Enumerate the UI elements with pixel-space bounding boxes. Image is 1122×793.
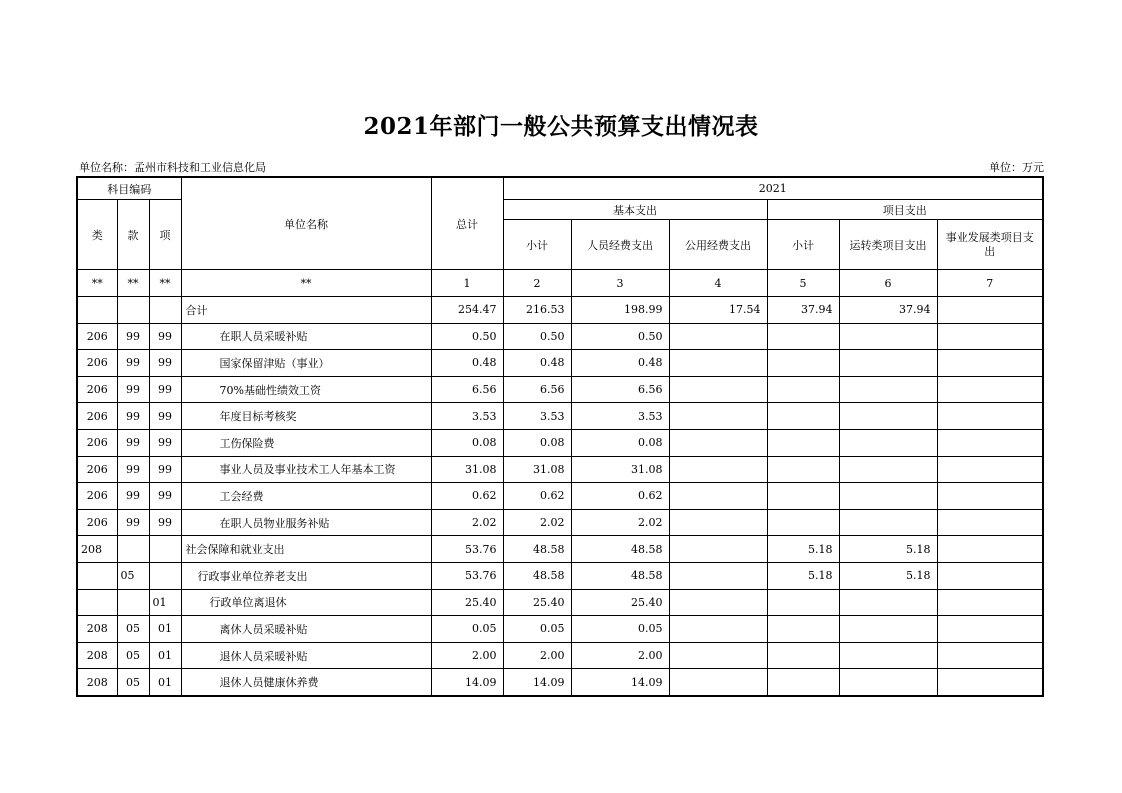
subject-lei-cell: 206 bbox=[77, 403, 117, 430]
personnel-cell: 0.48 bbox=[571, 350, 669, 377]
project-subtotal-cell: 5.18 bbox=[767, 562, 839, 589]
subject-xiang-cell: 01 bbox=[149, 669, 181, 696]
project-subtotal-cell: 37.94 bbox=[767, 297, 839, 324]
page-title: 2021年部门一般公共预算支出情况表 bbox=[363, 113, 759, 140]
total-cell: 31.08 bbox=[431, 456, 503, 483]
public-cell bbox=[669, 483, 767, 510]
subject-xiang-cell: 01 bbox=[149, 642, 181, 669]
transfer-project-cell bbox=[839, 483, 937, 510]
subject-lei-cell: 208 bbox=[77, 642, 117, 669]
table-row bbox=[77, 589, 1043, 616]
subject-kuan-cell: 99 bbox=[117, 483, 149, 510]
basic-subtotal-cell: 0.50 bbox=[503, 323, 571, 350]
project-subtotal-cell bbox=[767, 589, 839, 616]
project-subtotal-cell bbox=[767, 376, 839, 403]
total-cell: 53.76 bbox=[431, 536, 503, 563]
development-project-cell bbox=[937, 456, 1043, 483]
project-subtotal-cell bbox=[767, 616, 839, 643]
public-cell bbox=[669, 376, 767, 403]
unit-name-cell: 国家保留津贴（事业） bbox=[181, 350, 431, 377]
public-cell: 17.54 bbox=[669, 297, 767, 324]
subject-kuan-cell: 99 bbox=[117, 429, 149, 456]
total-cell: 6.56 bbox=[431, 376, 503, 403]
development-project-cell bbox=[937, 642, 1043, 669]
total-cell: 3.53 bbox=[431, 403, 503, 430]
subject-xiang-cell bbox=[149, 297, 181, 324]
subject-kuan-cell: 99 bbox=[117, 456, 149, 483]
table-row bbox=[77, 403, 1043, 430]
header-public-expenditure: 公用经费支出 bbox=[669, 220, 767, 270]
transfer-project-cell bbox=[839, 509, 937, 536]
basic-subtotal-cell: 6.56 bbox=[503, 376, 571, 403]
subject-lei-cell: 208 bbox=[77, 616, 117, 643]
header-subject-code: 科目编码 bbox=[77, 177, 181, 200]
public-cell bbox=[669, 536, 767, 563]
basic-subtotal-cell: 14.09 bbox=[503, 669, 571, 696]
total-cell: 0.62 bbox=[431, 483, 503, 510]
public-cell bbox=[669, 509, 767, 536]
project-subtotal-cell bbox=[767, 509, 839, 536]
subject-lei-cell: 208 bbox=[77, 536, 117, 563]
transfer-project-cell: 5.18 bbox=[839, 536, 937, 563]
transfer-project-cell bbox=[839, 669, 937, 696]
column-number: 2 bbox=[503, 270, 571, 297]
currency-unit-label: 单位：万元 bbox=[989, 161, 1044, 174]
subject-xiang-cell: 99 bbox=[149, 323, 181, 350]
column-number: ** bbox=[77, 270, 117, 297]
subject-lei-cell: 206 bbox=[77, 456, 117, 483]
basic-subtotal-cell: 31.08 bbox=[503, 456, 571, 483]
development-project-cell bbox=[937, 616, 1043, 643]
basic-subtotal-cell: 0.48 bbox=[503, 350, 571, 377]
table-row bbox=[77, 323, 1043, 350]
personnel-cell: 0.50 bbox=[571, 323, 669, 350]
subject-kuan-cell bbox=[117, 589, 149, 616]
column-number: ** bbox=[117, 270, 149, 297]
public-cell bbox=[669, 323, 767, 350]
unit-name-cell: 离休人员采暖补贴 bbox=[181, 616, 431, 643]
table-row bbox=[77, 536, 1043, 563]
development-project-cell bbox=[937, 509, 1043, 536]
transfer-project-cell bbox=[839, 616, 937, 643]
table-row bbox=[77, 483, 1043, 510]
subject-xiang-cell: 99 bbox=[149, 509, 181, 536]
subject-lei-cell: 206 bbox=[77, 323, 117, 350]
basic-subtotal-cell: 3.53 bbox=[503, 403, 571, 430]
unit-name-cell: 行政单位离退休 bbox=[181, 589, 431, 616]
table-row bbox=[77, 350, 1043, 377]
column-number: 5 bbox=[767, 270, 839, 297]
personnel-cell: 0.08 bbox=[571, 429, 669, 456]
personnel-cell: 31.08 bbox=[571, 456, 669, 483]
personnel-cell: 0.05 bbox=[571, 616, 669, 643]
basic-subtotal-cell: 2.00 bbox=[503, 642, 571, 669]
transfer-project-cell: 5.18 bbox=[839, 562, 937, 589]
development-project-cell bbox=[937, 536, 1043, 563]
public-cell bbox=[669, 429, 767, 456]
unit-name-cell: 退休人员采暖补贴 bbox=[181, 642, 431, 669]
table-row bbox=[77, 562, 1043, 589]
unit-name-cell: 行政事业单位养老支出 bbox=[181, 562, 431, 589]
transfer-project-cell bbox=[839, 323, 937, 350]
development-project-cell bbox=[937, 589, 1043, 616]
unit-name-cell: 年度目标考核奖 bbox=[181, 403, 431, 430]
subject-kuan-cell: 99 bbox=[117, 350, 149, 377]
table-row bbox=[77, 642, 1043, 669]
subject-lei-cell: 206 bbox=[77, 350, 117, 377]
development-project-cell bbox=[937, 323, 1043, 350]
table-row bbox=[77, 429, 1043, 456]
column-number: 1 bbox=[431, 270, 503, 297]
column-number: 3 bbox=[571, 270, 669, 297]
subject-lei-cell: 208 bbox=[77, 669, 117, 696]
public-cell bbox=[669, 350, 767, 377]
project-subtotal-cell bbox=[767, 483, 839, 510]
table-row bbox=[77, 297, 1043, 324]
subject-lei-cell bbox=[77, 589, 117, 616]
column-number: ** bbox=[149, 270, 181, 297]
personnel-cell: 6.56 bbox=[571, 376, 669, 403]
unit-name-cell: 合计 bbox=[181, 297, 431, 324]
subject-lei-cell: 206 bbox=[77, 429, 117, 456]
subject-kuan-cell: 05 bbox=[117, 642, 149, 669]
header-basic-subtotal: 小计 bbox=[503, 220, 571, 270]
personnel-cell: 0.62 bbox=[571, 483, 669, 510]
header-lei: 类 bbox=[77, 200, 117, 270]
personnel-cell: 48.58 bbox=[571, 562, 669, 589]
development-project-cell bbox=[937, 483, 1043, 510]
public-cell bbox=[669, 403, 767, 430]
project-subtotal-cell bbox=[767, 323, 839, 350]
unit-name-cell: 工伤保险费 bbox=[181, 429, 431, 456]
subject-kuan-cell: 99 bbox=[117, 376, 149, 403]
header-project-subtotal: 小计 bbox=[767, 220, 839, 270]
basic-subtotal-cell: 25.40 bbox=[503, 589, 571, 616]
transfer-project-cell bbox=[839, 589, 937, 616]
column-number: 6 bbox=[839, 270, 937, 297]
public-cell bbox=[669, 642, 767, 669]
subject-lei-cell bbox=[77, 562, 117, 589]
subject-kuan-cell: 05 bbox=[117, 562, 149, 589]
project-subtotal-cell bbox=[767, 669, 839, 696]
unit-name-cell: 工会经费 bbox=[181, 483, 431, 510]
unit-name-cell: 70%基础性绩效工资 bbox=[181, 376, 431, 403]
personnel-cell: 14.09 bbox=[571, 669, 669, 696]
personnel-cell: 198.99 bbox=[571, 297, 669, 324]
basic-subtotal-cell: 0.08 bbox=[503, 429, 571, 456]
basic-subtotal-cell: 0.05 bbox=[503, 616, 571, 643]
transfer-project-cell: 37.94 bbox=[839, 297, 937, 324]
public-cell bbox=[669, 456, 767, 483]
unit-name-label: 单位名称：孟州市科技和工业信息化局 bbox=[79, 161, 266, 174]
public-cell bbox=[669, 589, 767, 616]
total-cell: 0.08 bbox=[431, 429, 503, 456]
project-subtotal-cell bbox=[767, 456, 839, 483]
unit-name-cell: 在职人员物业服务补贴 bbox=[181, 509, 431, 536]
unit-name-cell: 在职人员采暖补贴 bbox=[181, 323, 431, 350]
total-cell: 53.76 bbox=[431, 562, 503, 589]
subject-xiang-cell: 99 bbox=[149, 403, 181, 430]
subject-kuan-cell bbox=[117, 297, 149, 324]
personnel-cell: 25.40 bbox=[571, 589, 669, 616]
column-number: ** bbox=[181, 270, 431, 297]
basic-subtotal-cell: 48.58 bbox=[503, 562, 571, 589]
subject-lei-cell bbox=[77, 297, 117, 324]
project-subtotal-cell bbox=[767, 350, 839, 377]
transfer-project-cell bbox=[839, 456, 937, 483]
development-project-cell bbox=[937, 350, 1043, 377]
subject-xiang-cell: 99 bbox=[149, 350, 181, 377]
total-cell: 0.48 bbox=[431, 350, 503, 377]
subject-xiang-cell: 99 bbox=[149, 376, 181, 403]
subject-kuan-cell: 99 bbox=[117, 509, 149, 536]
table-row bbox=[77, 509, 1043, 536]
header-kuan: 款 bbox=[117, 200, 149, 270]
project-subtotal-cell bbox=[767, 429, 839, 456]
subject-xiang-cell bbox=[149, 562, 181, 589]
subject-kuan-cell: 99 bbox=[117, 323, 149, 350]
transfer-project-cell bbox=[839, 376, 937, 403]
total-cell: 2.00 bbox=[431, 642, 503, 669]
development-project-cell bbox=[937, 376, 1043, 403]
subject-xiang-cell: 99 bbox=[149, 429, 181, 456]
header-transfer-project: 运转类项目支出 bbox=[839, 220, 937, 270]
unit-name-cell: 社会保障和就业支出 bbox=[181, 536, 431, 563]
project-subtotal-cell bbox=[767, 642, 839, 669]
subject-xiang-cell: 99 bbox=[149, 483, 181, 510]
development-project-cell bbox=[937, 297, 1043, 324]
subject-kuan-cell bbox=[117, 536, 149, 563]
header-xiang: 项 bbox=[149, 200, 181, 270]
transfer-project-cell bbox=[839, 403, 937, 430]
public-cell bbox=[669, 616, 767, 643]
total-cell: 14.09 bbox=[431, 669, 503, 696]
total-cell: 2.02 bbox=[431, 509, 503, 536]
header-year: 2021 bbox=[503, 177, 1043, 200]
transfer-project-cell bbox=[839, 642, 937, 669]
table-row bbox=[77, 456, 1043, 483]
column-number: 4 bbox=[669, 270, 767, 297]
personnel-cell: 3.53 bbox=[571, 403, 669, 430]
header-development-project: 事业发展类项目支出 bbox=[937, 220, 1043, 270]
basic-subtotal-cell: 48.58 bbox=[503, 536, 571, 563]
personnel-cell: 48.58 bbox=[571, 536, 669, 563]
subject-lei-cell: 206 bbox=[77, 376, 117, 403]
subject-xiang-cell: 01 bbox=[149, 589, 181, 616]
subject-kuan-cell: 99 bbox=[117, 403, 149, 430]
project-subtotal-cell: 5.18 bbox=[767, 536, 839, 563]
subject-kuan-cell: 05 bbox=[117, 616, 149, 643]
column-number-row bbox=[77, 270, 1043, 297]
subject-lei-cell: 206 bbox=[77, 483, 117, 510]
table-row bbox=[77, 616, 1043, 643]
header-personnel-expenditure: 人员经费支出 bbox=[571, 220, 669, 270]
basic-subtotal-cell: 2.02 bbox=[503, 509, 571, 536]
public-cell bbox=[669, 562, 767, 589]
table-row bbox=[77, 669, 1043, 696]
basic-subtotal-cell: 0.62 bbox=[503, 483, 571, 510]
header-unit-name: 单位名称 bbox=[181, 177, 431, 270]
subject-xiang-cell: 01 bbox=[149, 616, 181, 643]
transfer-project-cell bbox=[839, 350, 937, 377]
header-total: 总计 bbox=[431, 177, 503, 270]
total-cell: 0.05 bbox=[431, 616, 503, 643]
basic-subtotal-cell: 216.53 bbox=[503, 297, 571, 324]
subject-xiang-cell bbox=[149, 536, 181, 563]
unit-name-cell: 退休人员健康休养费 bbox=[181, 669, 431, 696]
public-cell bbox=[669, 669, 767, 696]
development-project-cell bbox=[937, 562, 1043, 589]
personnel-cell: 2.02 bbox=[571, 509, 669, 536]
header-basic-expenditure: 基本支出 bbox=[503, 200, 767, 220]
subject-lei-cell: 206 bbox=[77, 509, 117, 536]
personnel-cell: 2.00 bbox=[571, 642, 669, 669]
unit-name-cell: 事业人员及事业技术工人年基本工资 bbox=[181, 456, 431, 483]
column-number: 7 bbox=[937, 270, 1043, 297]
development-project-cell bbox=[937, 669, 1043, 696]
table-row bbox=[77, 376, 1043, 403]
budget-expenditure-table bbox=[76, 176, 1044, 697]
total-cell: 0.50 bbox=[431, 323, 503, 350]
transfer-project-cell bbox=[839, 429, 937, 456]
total-cell: 25.40 bbox=[431, 589, 503, 616]
total-cell: 254.47 bbox=[431, 297, 503, 324]
header-project-expenditure: 项目支出 bbox=[767, 200, 1043, 220]
development-project-cell bbox=[937, 403, 1043, 430]
subject-kuan-cell: 05 bbox=[117, 669, 149, 696]
project-subtotal-cell bbox=[767, 403, 839, 430]
subject-xiang-cell: 99 bbox=[149, 456, 181, 483]
development-project-cell bbox=[937, 429, 1043, 456]
